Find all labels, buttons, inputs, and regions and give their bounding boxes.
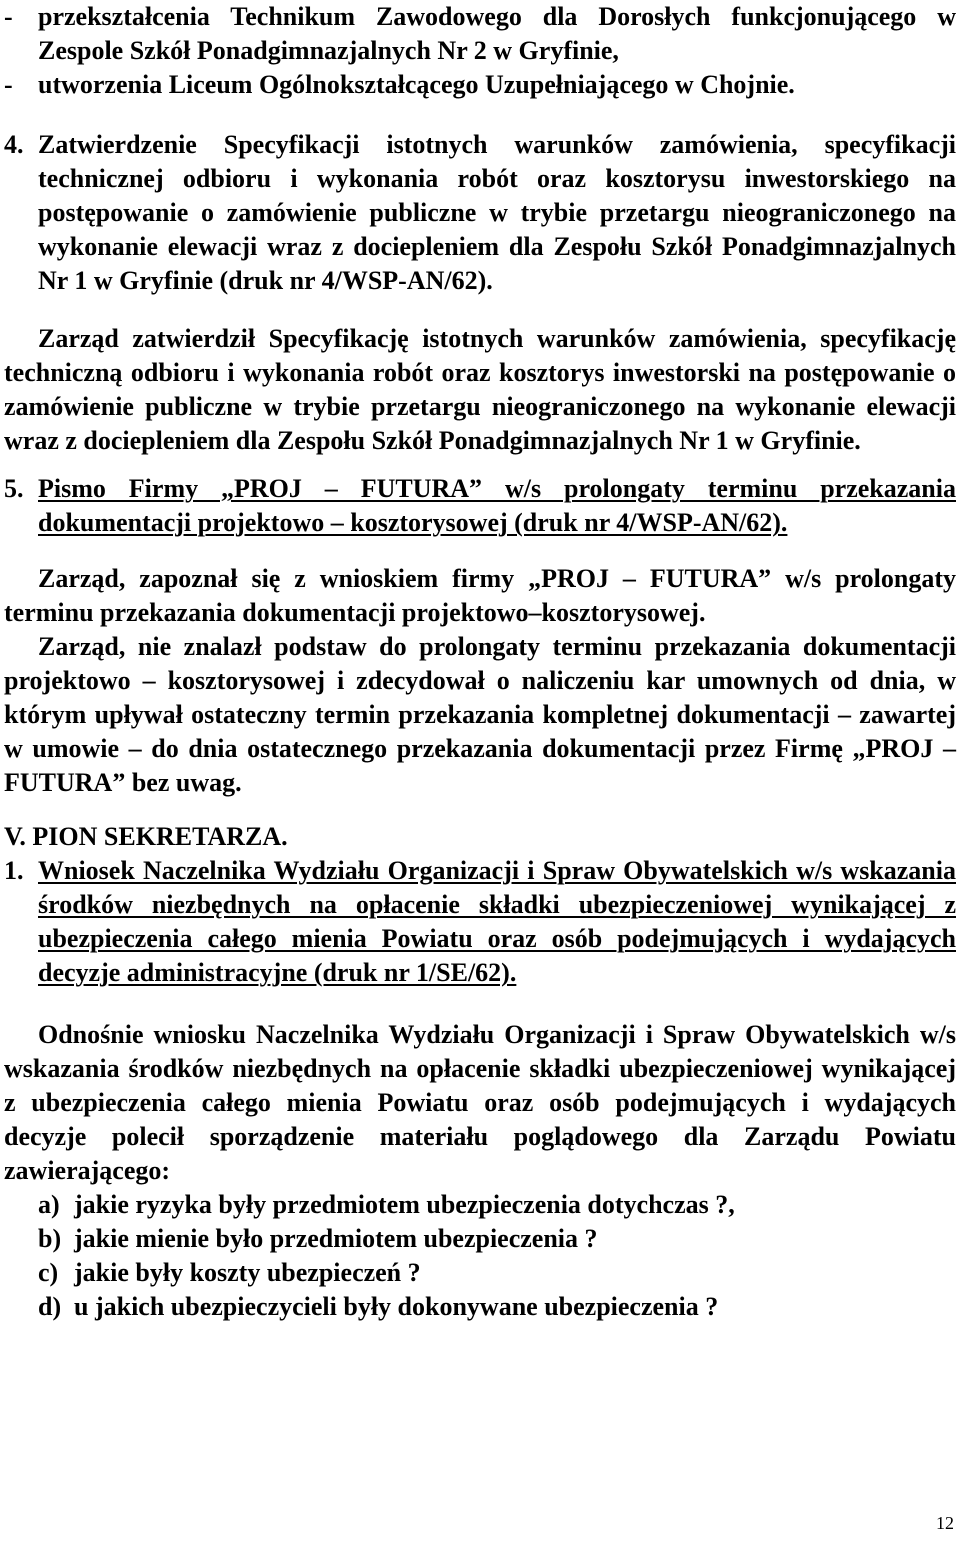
- point-number: 4.: [4, 130, 24, 159]
- list-item-text: jakie ryzyka były przedmiotem ubezpieczenia dotychczas ?,: [74, 1190, 735, 1219]
- list-label: c): [38, 1258, 59, 1287]
- list-item: [4, 1188, 956, 1222]
- point-number: 1.: [4, 856, 24, 885]
- point-heading: Zatwierdzenie Specyfikacji istotnych warunków zamówienia, specyfikacji technicznej odbioru i wykonania robót oraz kosztorysu inwestorskiego na postępowanie o zamówienie publiczne w trybie przetargu nieograniczonego na wykonanie elewacji wraz z dociepleniem dla Zespołu Szkół Ponadgimnazjalnych Nr 1 w Gryfinie (druk nr 4/WSP-AN/62).: [38, 130, 956, 295]
- point-heading: Wniosek Naczelnika Wydziału Organizacji i Spraw Obywatelskich w/s wskazania środków niezbędnych na opłacenie składki ubezpieczeniowej wynikającej z ubezpieczenia całego mienia Powiatu oraz osób podejmujących i wydających decyzje administracyjne (druk nr 1/SE/62).: [38, 856, 956, 987]
- dash-marker: -: [4, 2, 13, 31]
- agenda-point-5: [4, 472, 956, 540]
- list-item-text: jakie mienie było przedmiotem ubezpieczenia ?: [74, 1224, 598, 1253]
- document-page: [4, 0, 956, 1324]
- list-item-text: utworzenia Liceum Ogólnokształcącego Uzupełniającego w Chojnie.: [38, 70, 795, 99]
- point-number: 5.: [4, 474, 24, 503]
- agenda-point-1: [4, 854, 956, 990]
- list-label: a): [38, 1190, 60, 1219]
- paragraph-text: Zarząd, zapoznał się z wnioskiem firmy „PROJ – FUTURA” w/s prolongaty terminu przekazania dokumentacji projektowo–kosztorysowej.: [4, 564, 956, 627]
- list-item: [4, 1222, 956, 1256]
- list-item-text: u jakich ubezpieczycieli były dokonywane ubezpieczenia ?: [74, 1292, 719, 1321]
- list-item: [4, 68, 956, 102]
- list-item: [4, 1256, 956, 1290]
- paragraph-text: Zarząd, nie znalazł podstaw do prolongaty terminu przekazania dokumentacji projektowo – kosztorysowej i zdecydował o naliczeniu kar umownych od dnia, w którym upływał ostateczny termin przekazania kompletnej dokumentacji – zawartej w umowie – do dnia ostatecznego przekazania dokumentacji przez Firmę „PROJ – FUTURA” bez uwag.: [4, 632, 956, 797]
- paragraph-text: Odnośnie wniosku Naczelnika Wydziału Organizacji i Spraw Obywatelskich w/s wskazania środków niezbędnych na opłacenie składki ubezpieczeniowej wynikającej z ubezpieczenia całego mienia Powiatu oraz osób podejmujących i wydających decyzje polecił sporządzenie materiału poglądowego dla Zarządu Powiatu zawierającego:: [4, 1020, 956, 1185]
- page-number: 12: [936, 1513, 954, 1533]
- point-heading: Pismo Firmy „PROJ – FUTURA” w/s prolongaty terminu przekazania dokumentacji projektowo – kosztorysowej (druk nr 4/WSP-AN/62).: [38, 474, 956, 537]
- resolution-paragraph: [4, 322, 956, 458]
- list-item-text: przekształcenia Technikum Zawodowego dla Dorosłych funkcjonującego w Zespole Szkół Ponadgimnazjalnych Nr 2 w Gryfinie,: [38, 2, 956, 65]
- list-label: b): [38, 1224, 62, 1253]
- dash-marker: -: [4, 70, 13, 99]
- section-title: V. PION SEKRETARZA.: [4, 822, 288, 851]
- list-item: [4, 0, 956, 68]
- resolution-paragraph: [4, 630, 956, 800]
- resolution-paragraph: [4, 1018, 956, 1188]
- agenda-point-4: [4, 128, 956, 298]
- resolution-paragraph: [4, 562, 956, 630]
- list-item-text: jakie były koszty ubezpieczeń ?: [74, 1258, 421, 1287]
- list-label: d): [38, 1292, 62, 1321]
- paragraph-text: Zarząd zatwierdził Specyfikację istotnych warunków zamówienia, specyfikację techniczną odbioru i wykonania robót oraz kosztorys inwestorski na postępowanie o zamówienie publiczne w trybie przetargu nieograniczonego na wykonanie elewacji wraz z dociepleniem dla Zespołu Szkół Ponadgimnazjalnych Nr 1 w Gryfinie.: [4, 324, 956, 455]
- list-item: [4, 1290, 956, 1324]
